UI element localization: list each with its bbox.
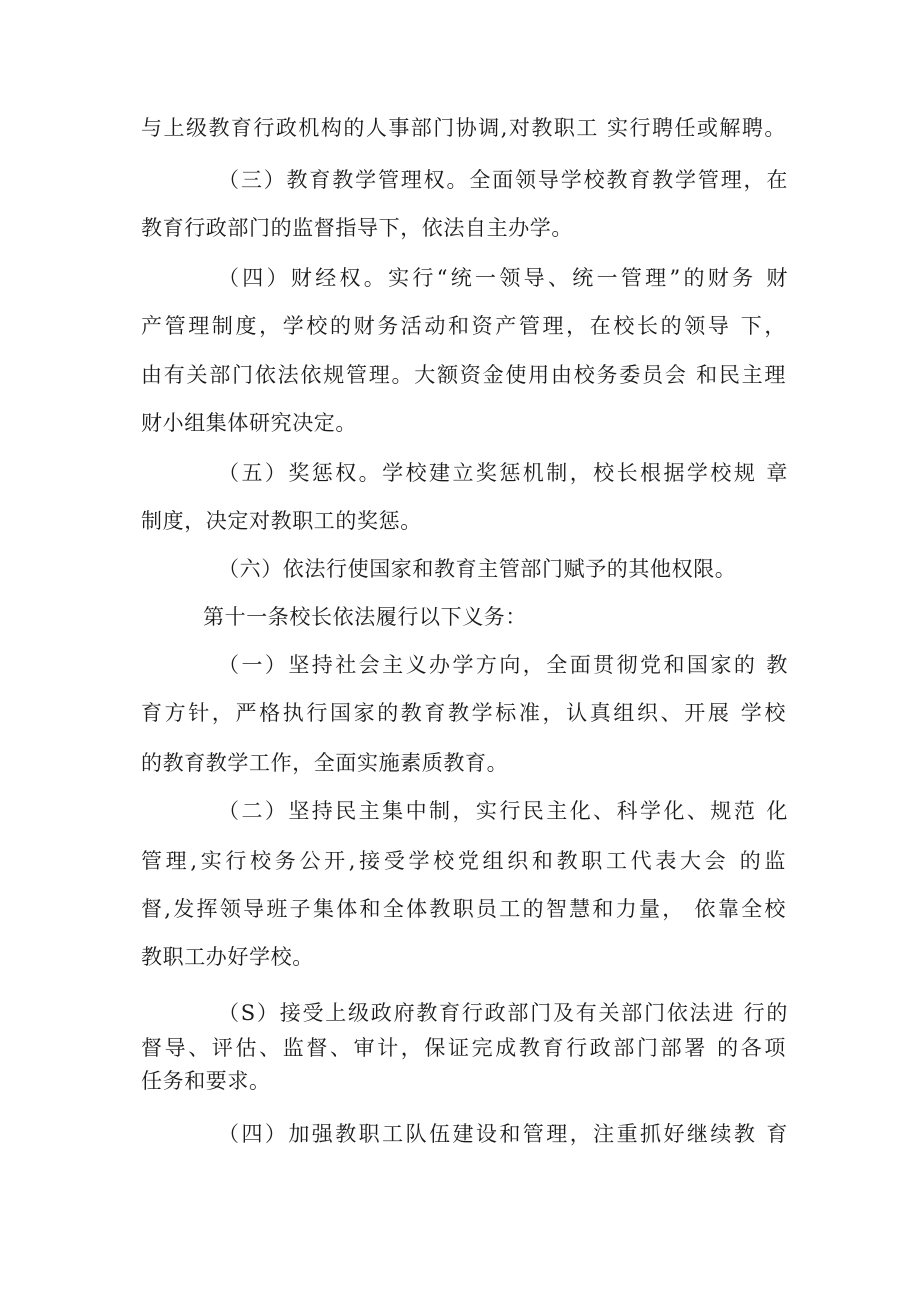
paragraph-line: 与上级教育行政机构的人事部门协调,对教职工 实行聘任或解聘。 — [141, 116, 786, 140]
paragraph-line: （四）加强教职工队伍建设和管理，注重抓好继续教 育 — [218, 1122, 788, 1146]
paragraph-line: 制度，决定对教职工的奖惩。 — [141, 509, 422, 533]
paragraph-line: 督,发挥领导班子集体和全体教职员工的智慧和力量， 依靠全校 — [141, 897, 786, 921]
paragraph-line: 由有关部门依法依规管理。大额资金使用由校务委员会 和民主理 — [141, 363, 786, 387]
paragraph-line: 督导、评估、监督、审计，保证完成教育行政部门部署 的各项 — [141, 1036, 786, 1060]
paragraph-line: 的教育教学工作，全面实施素质教育。 — [141, 751, 509, 775]
paragraph-line: （六）依法行使国家和教育主管部门赋予的其他权限。 — [218, 557, 737, 581]
paragraph-line: 财小组集体研究决定。 — [141, 411, 357, 435]
paragraph-line: 教职工办好学校。 — [141, 945, 314, 969]
paragraph-line: （五）奖惩权。学校建立奖惩机制，校长根据学校规 章 — [218, 461, 788, 485]
paragraph-line: 管理,实行校务公开,接受学校党组织和教职工代表大会 的监 — [141, 849, 786, 873]
paragraph-line: 任务和要求。 — [141, 1069, 271, 1093]
paragraph-line: （二）坚持民主集中制，实行民主化、科学化、规范 化 — [218, 799, 788, 823]
paragraph-line: 产管理制度，学校的财务活动和资产管理，在校长的领导 下， — [141, 314, 786, 338]
paragraph-line: （三）教育教学管理权。全面领导学校教育教学管理，在 — [218, 168, 788, 192]
paragraph-line: （S）接受上级政府教育行政部门及有关部门依法进 行的 — [218, 1001, 788, 1025]
paragraph-line: （一）坚持社会主义办学方向，全面贯彻党和国家的 教 — [218, 653, 788, 677]
paragraph-line: （四）财经权。实行“统一领导、统一管理”的财务 财 — [218, 266, 788, 290]
paragraph-line: 教育行政部门的监督指导下，依法自主办学。 — [141, 216, 573, 240]
article-heading: 第十一条校长依法履行以下义务： — [203, 605, 527, 629]
paragraph-line: 育方针，严格执行国家的教育教学标准，认真组织、开展 学校 — [141, 701, 786, 725]
